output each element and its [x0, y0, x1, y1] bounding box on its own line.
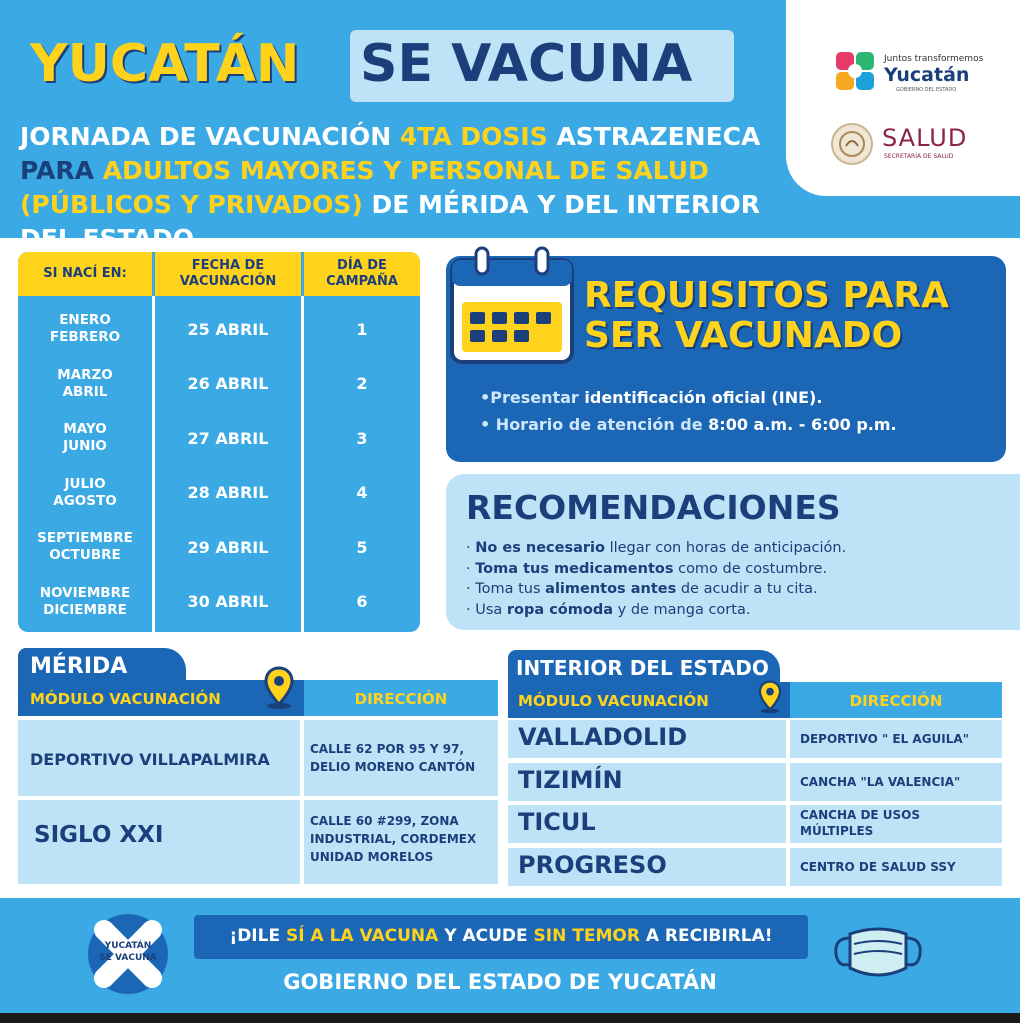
interior-address — [800, 807, 920, 839]
campaign-day: 1 — [356, 319, 368, 339]
subtitle-highlight: ADULTOS MAYORES Y PERSONAL DE SALUD (PÚBLICOS Y PRIVADOS) — [20, 156, 709, 219]
birth-month-label: ABRIL — [62, 383, 108, 400]
birth-months — [18, 577, 152, 627]
address-line: DELIO MORENO CANTÓN — [310, 760, 476, 774]
badge-line: SE VACUNA — [99, 953, 157, 963]
interior-col-address: DIRECCIÓN — [849, 692, 943, 710]
campaign-day: 4 — [356, 483, 368, 502]
campaign-day: 2 — [356, 374, 368, 393]
recommendation-text: · Toma tus — [466, 581, 546, 597]
title-yucatan: YUCATÁN — [30, 34, 300, 94]
interior-address — [800, 774, 960, 790]
requirement-item — [480, 415, 897, 434]
birth-month-label: JUNIO — [63, 438, 107, 454]
recommendation-text: · — [466, 560, 476, 577]
table-header-birth: SI NACÍ EN: — [18, 252, 152, 296]
interior-address — [800, 859, 956, 875]
address-line: MÚLTIPLES — [800, 824, 874, 838]
birth-months — [18, 413, 152, 463]
recommendation-text: de acudir a tu cita. — [676, 581, 818, 597]
address-line: CALLE 60 #299, ZONA — [310, 814, 459, 828]
campaign-day: 3 — [356, 428, 368, 448]
recommendation-bold: alimentos antes — [545, 581, 677, 597]
yucatan-logo-text: Yucatán — [884, 64, 970, 86]
table-header-date: FECHA DE VACUNACIÓN — [155, 252, 301, 296]
interior-module: PROGRESO — [518, 850, 667, 879]
merida-title: MÉRIDA — [30, 654, 128, 679]
location-pin-icon — [758, 680, 782, 714]
birth-month-label: MAYO — [63, 421, 107, 437]
subtitle-part: JORNADA DE VACUNACIÓN — [20, 122, 400, 151]
birth-months — [18, 468, 152, 518]
yucatan-logo-sub: GOBIERNO DEL ESTADO — [896, 87, 957, 93]
location-pin-icon — [264, 666, 294, 710]
badge-text — [86, 940, 170, 964]
interior-title: INTERIOR DEL ESTADO — [516, 656, 769, 680]
subtitle-navy: PARA — [20, 156, 94, 185]
subtitle-part: ASTRAZENECA — [547, 122, 761, 151]
vaccination-date: 25 ABRIL — [187, 319, 269, 339]
yucatan-logo-small: Juntos transformemos — [884, 54, 984, 64]
slogan-highlight: SIN TEMOR — [533, 926, 640, 946]
recommendations-title: RECOMENDACIONES — [466, 488, 841, 527]
subtitle — [20, 120, 790, 256]
interior-module: TICUL — [518, 808, 596, 836]
recommendation-item — [466, 540, 846, 556]
mexico-seal-icon — [830, 122, 874, 166]
requirement-bold: identificación oficial (INE). — [584, 388, 823, 407]
badge-line: YUCATÁN — [104, 941, 152, 951]
bottom-edge — [0, 1013, 1020, 1023]
salud-logo-text: SALUD — [882, 124, 968, 152]
recommendation-item — [466, 602, 750, 618]
merida-address — [310, 812, 476, 866]
subtitle-highlight: 4TA DOSIS — [399, 122, 548, 151]
subtitle-part: DE MÉRIDA Y DEL INTERIOR — [371, 190, 760, 219]
birth-month-label: NOVIEMBRE — [39, 584, 131, 601]
slogan-part: ¡DILE — [229, 926, 286, 946]
slogan — [194, 926, 808, 946]
birth-month-label: ENERO — [59, 312, 111, 328]
vaccination-date: 26 ABRIL — [187, 374, 269, 393]
birth-month-table — [18, 252, 420, 632]
recommendation-text: · — [466, 540, 476, 556]
vaccination-date: 28 ABRIL — [187, 483, 269, 502]
merida-module: SIGLO XXI — [34, 822, 164, 848]
interior-module: VALLADOLID — [518, 723, 688, 751]
recommendation-text: y de manga corta. — [613, 601, 751, 618]
birth-month-label: FEBRERO — [49, 329, 121, 345]
slogan-part: A RECIBIRLA! — [639, 926, 773, 946]
requirements-title — [584, 276, 949, 356]
birth-month-label: JULIO — [64, 475, 106, 492]
interior-col-module: MÓDULO VACUNACIÓN — [518, 692, 709, 710]
merida-address — [310, 740, 475, 776]
birth-month-label: MARZO — [57, 366, 113, 383]
logos-panel — [786, 0, 1020, 196]
requirements-title-line1: REQUISITOS PARA — [584, 275, 950, 316]
birth-months — [18, 304, 152, 354]
merida-module: DEPORTIVO VILLAPALMIRA — [30, 750, 270, 769]
face-mask-icon — [830, 908, 926, 992]
birth-month-label: AGOSTO — [53, 492, 117, 509]
merida-col-address: DIRECCIÓN — [354, 690, 448, 708]
yucatan-logo-icon — [834, 50, 876, 92]
recommendation-item — [466, 561, 827, 577]
birth-month-label: DICIEMBRE — [43, 601, 127, 618]
address-line: CENTRO DE SALUD SSY — [800, 859, 956, 874]
recommendation-bold: No es necesario — [475, 540, 605, 556]
slogan-highlight: SÍ A LA VACUNA — [286, 926, 439, 946]
address-line: CANCHA "LA VALENCIA" — [800, 774, 961, 789]
birth-month-label: SEPTIEMBRE — [37, 530, 133, 546]
birth-month-label: OCTUBRE — [49, 547, 121, 563]
birth-months — [18, 522, 152, 572]
vaccination-date: 27 ABRIL — [187, 428, 269, 448]
interior-address — [800, 731, 969, 747]
vaccination-date: 29 ABRIL — [187, 537, 269, 557]
address-line: UNIDAD MORELOS — [310, 850, 434, 864]
salud-logo-sub: SECRETARÍA DE SALUD — [884, 153, 954, 160]
recommendation-text: como de costumbre. — [673, 560, 828, 577]
slogan-part: Y ACUDE — [438, 926, 534, 946]
address-line: DEPORTIVO " EL AGUILA" — [800, 732, 969, 746]
title-se-vacuna: SE VACUNA — [360, 34, 693, 94]
government-label: GOBIERNO DEL ESTADO DE YUCATÁN — [283, 970, 717, 994]
interior-module: TIZIMÍN — [518, 765, 623, 794]
address-line: CANCHA DE USOS — [800, 808, 921, 822]
recommendation-text: · Usa — [466, 601, 507, 618]
address-line: INDUSTRIAL, CORDEMEX — [310, 832, 477, 846]
campaign-day: 5 — [356, 537, 368, 557]
birth-months — [18, 359, 152, 409]
recommendation-bold: ropa cómoda — [506, 601, 614, 618]
vaccination-date: 30 ABRIL — [187, 592, 269, 611]
requirements-title-line2: SER VACUNADO — [584, 315, 903, 356]
campaign-day: 6 — [356, 592, 368, 611]
address-line: CALLE 62 POR 95 Y 97, — [310, 742, 465, 756]
requirement-item — [480, 388, 822, 407]
requirement-text: • Horario de atención de — [480, 415, 709, 434]
requirement-bold: 8:00 a.m. - 6:00 p.m. — [708, 415, 897, 434]
requirement-text: •Presentar — [480, 388, 585, 407]
recommendation-item — [466, 581, 818, 597]
recommendation-text: llegar con horas de anticipación. — [604, 540, 847, 556]
table-header-day: DÍA DE CAMPAÑA — [304, 252, 420, 296]
merida-col-module: MÓDULO VACUNACIÓN — [30, 690, 221, 708]
calendar-icon — [448, 246, 576, 366]
recommendation-bold: Toma tus medicamentos — [475, 560, 674, 577]
